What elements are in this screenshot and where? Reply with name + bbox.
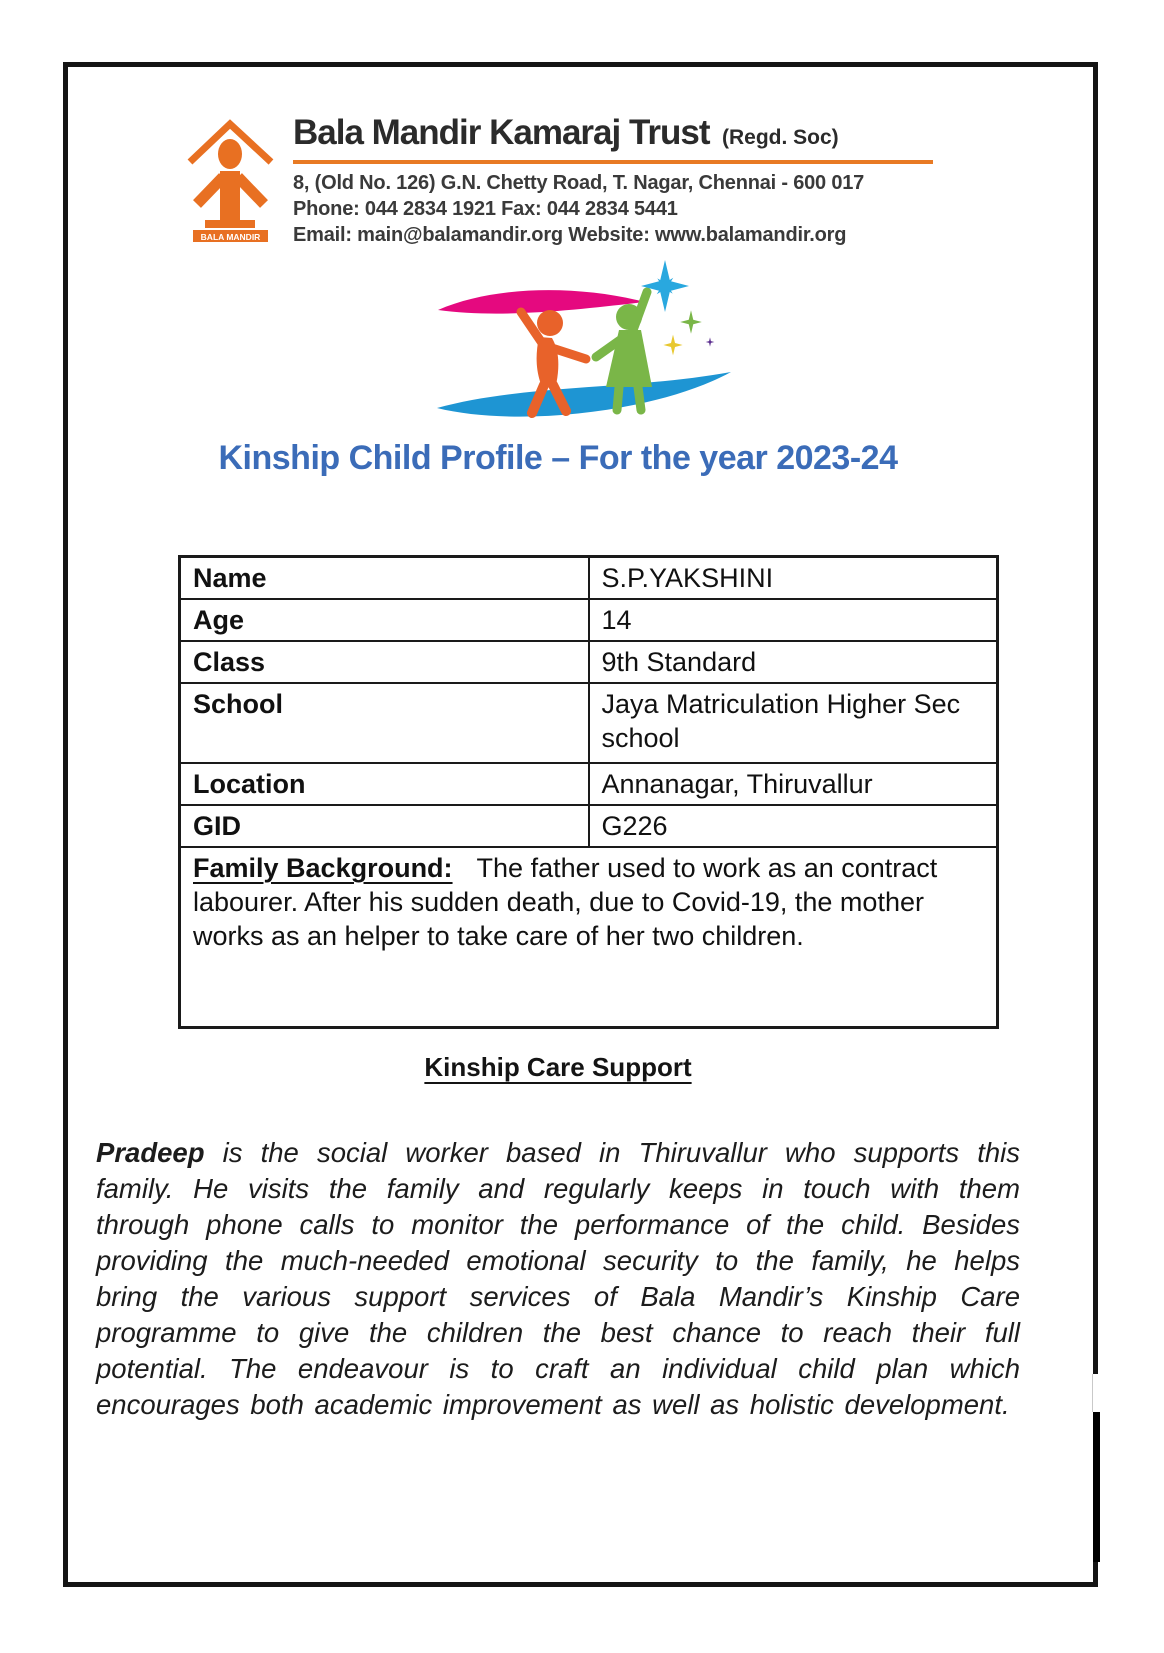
page-border-frame (63, 62, 1098, 1587)
row-value: G226 (589, 805, 998, 847)
table-row (180, 763, 998, 805)
letterhead (293, 113, 953, 248)
org-title-line (293, 113, 953, 153)
scan-artifact-notch (1092, 1374, 1098, 1412)
row-label: Class (180, 641, 589, 683)
blue-wave-icon (437, 372, 731, 417)
social-worker-name: Pradeep (96, 1136, 205, 1168)
person-figure-icon (197, 139, 264, 228)
table-row (180, 599, 998, 641)
support-paragraph (96, 1135, 1020, 1423)
logo-caption: BALA MANDIR (200, 232, 261, 242)
address-line: 8, (Old No. 126) G.N. Chetty Road, T. Nagar, Chennai - 600 017 (293, 172, 865, 194)
family-background-text: The father used to work as an contract labourer. After his sudden death, due to Covid-19, the mother works as an helper to take care of her two children. (193, 853, 938, 951)
org-registration-suffix: (Regd. Soc) (722, 126, 839, 149)
row-label: Name (180, 557, 589, 600)
org-name: Bala Mandir Kamaraj Trust (293, 113, 710, 152)
kids-logo-icon (433, 260, 738, 432)
row-value: Annanagar, Thiruvallur (589, 763, 998, 805)
email-website-line: Email: main@balamandir.org Website: www.balamandir.org (293, 224, 847, 246)
row-value: 9th Standard (589, 641, 998, 683)
phone-fax-line: Phone: 044 2834 1921 Fax: 044 2834 5441 (293, 198, 678, 220)
orange-rule (293, 160, 933, 164)
row-label: Age (180, 599, 589, 641)
section-heading: Kinship Care Support (424, 1052, 692, 1082)
family-background-label: Family Background: (193, 853, 453, 883)
row-label: Location (180, 763, 589, 805)
pink-swoosh-icon (438, 290, 645, 313)
table-row (180, 641, 998, 683)
purple-star-icon (706, 337, 715, 346)
family-background-row (180, 847, 998, 1028)
row-value: S.P.YAKSHINI (589, 557, 998, 600)
table-row (180, 805, 998, 847)
page-title: Kinship Child Profile – For the year 2023-24 (218, 439, 898, 477)
child-profile-table (178, 555, 999, 1029)
green-star-icon (680, 310, 702, 333)
yellow-star-icon (663, 335, 682, 356)
family-background-cell (180, 847, 998, 1028)
table-row (180, 557, 998, 600)
table-row (180, 683, 998, 763)
bala-mandir-logo-icon (183, 110, 278, 242)
row-value: 14 (589, 599, 998, 641)
scan-artifact-tick (1093, 1412, 1100, 1562)
row-label: GID (180, 805, 589, 847)
row-label: School (180, 683, 589, 763)
contact-block (293, 170, 953, 248)
blue-star-icon (641, 260, 689, 312)
support-paragraph-text: is the social worker based in Thiruvallur who supports this family. He visits the family and regularly keeps in touch with them through phone calls to monitor the performance of the child. Besides providing the much-needed emotional security to the family, he helps bring the various support services of Bala Mandir’s Kinship Care programme to give the children the best chance to reach their full potential. The endeavour is to craft an individual child plan which encourages both academic improvement as well as holistic development. (96, 1136, 1020, 1420)
row-value: Jaya Matriculation Higher Sec school (589, 683, 998, 763)
